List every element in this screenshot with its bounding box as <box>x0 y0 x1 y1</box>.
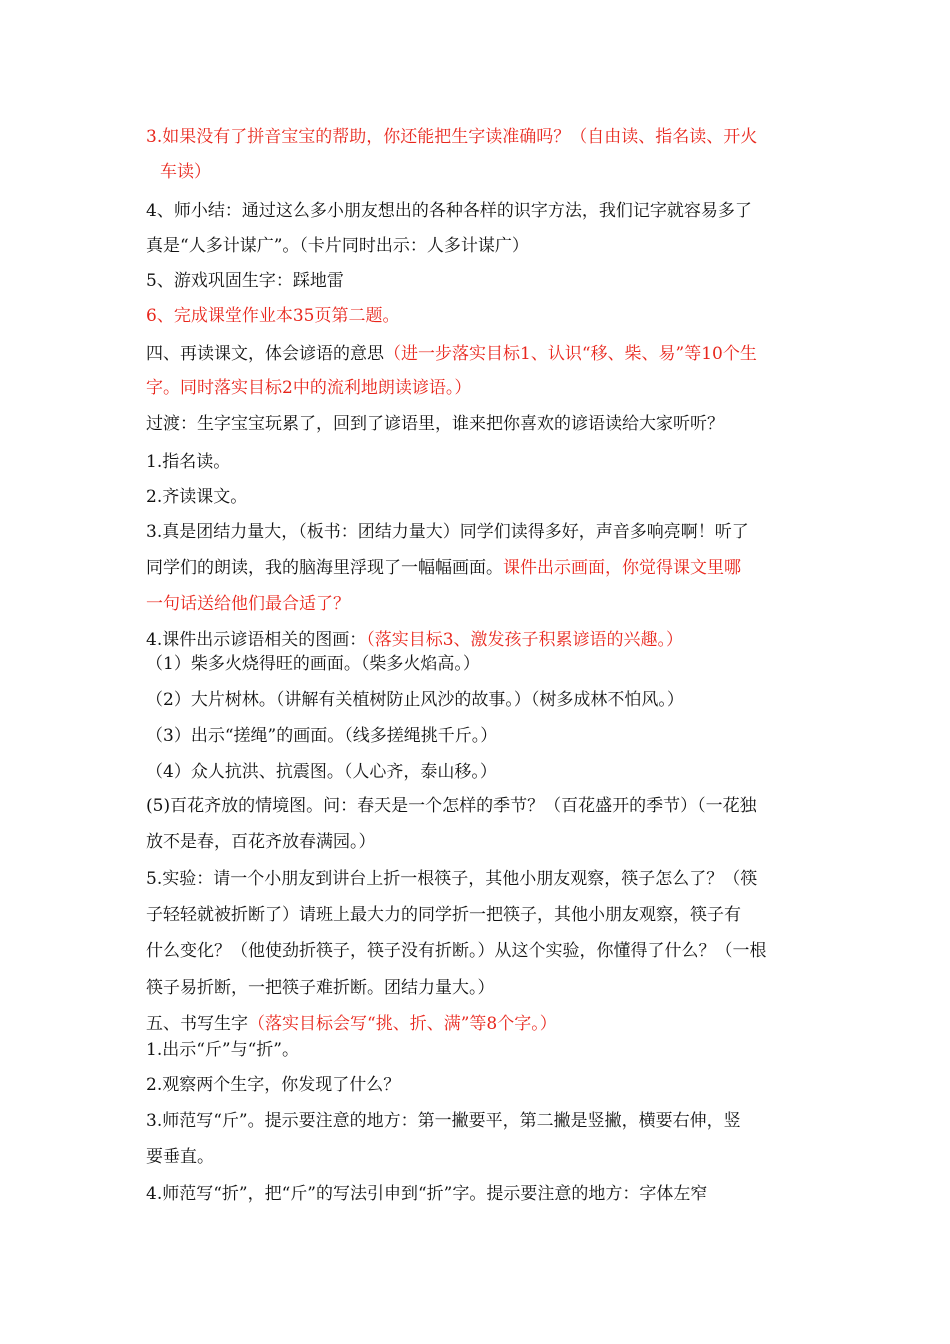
text-line <box>146 1146 214 1168</box>
body-text: 同学们的朗读，我的脑海里浮现了一幅幅画面。 <box>146 558 503 578</box>
body-text: 要垂直。 <box>146 1147 214 1167</box>
body-text: 4.师范写“折”，把“斤”的写法引申到“折”字。提示要注意的地方：字体左窄 <box>146 1184 708 1204</box>
body-text: （3）出示“搓绳”的画面。（线多搓绳挑千斤。） <box>146 726 498 746</box>
highlighted-text: 一句话送给他们最合适了？ <box>146 594 350 614</box>
text-line <box>146 795 757 817</box>
text-line <box>146 725 497 747</box>
highlighted-text: （落实目标3、激发孩子积累谚语的兴趣。） <box>366 630 684 650</box>
text-line <box>146 653 480 675</box>
highlighted-text: 6、完成课堂作业本35页第二题。 <box>146 306 400 326</box>
text-line <box>146 270 344 292</box>
text-line <box>146 977 495 999</box>
body-text: （4）众人抗洪、抗震图。（人心齐，泰山移。） <box>146 762 497 782</box>
text-line <box>146 761 497 783</box>
text-line <box>146 305 399 327</box>
body-text: 2.齐读课文。 <box>146 487 248 507</box>
body-text: 放不是春，百花齐放春满园。） <box>146 832 376 852</box>
highlighted-text: 课件出示画面，你觉得课文里哪 <box>503 558 741 578</box>
body-text: 3.师范写“斤”。提示要注意的地方：第一撇要平，第二撇是竖撇，横要右伸，竖 <box>146 1111 741 1131</box>
body-text: 什么变化？（他使劲折筷子，筷子没有折断。）从这个实验，你懂得了什么？（一根 <box>146 941 767 961</box>
body-text: 5.实验：请一个小朋友到讲台上折一根筷子，其他小朋友观察，筷子怎么了？（筷 <box>146 869 758 889</box>
body-text: (5)百花齐放的情境图。问：春天是一个怎样的季节？（百花盛开的季节）（一花独 <box>146 796 757 816</box>
body-text: 2.观察两个生字，你发现了什么？ <box>146 1075 401 1095</box>
text-line <box>146 1039 299 1061</box>
text-line <box>146 1183 707 1205</box>
text-line <box>146 593 350 615</box>
text-line <box>146 831 376 853</box>
text-line <box>146 126 757 148</box>
body-text: 子轻轻就被折断了）请班上最大力的同学折一把筷子，其他小朋友观察，筷子有 <box>146 905 741 925</box>
highlighted-text: （落实目标会写“挑、折、满”等8个字。） <box>248 1014 557 1034</box>
body-text: （1）柴多火烧得旺的画面。（柴多火焰高。） <box>146 654 480 674</box>
text-line <box>146 1013 557 1035</box>
text-line <box>146 343 757 365</box>
body-text: 4.课件出示谚语相关的图画： <box>146 630 367 650</box>
highlighted-text: 车读） <box>160 162 211 182</box>
text-line <box>160 161 211 183</box>
text-line <box>146 1074 400 1096</box>
text-line <box>146 689 684 711</box>
text-line <box>146 235 529 257</box>
body-text: （2）大片树林。（讲解有关植树防止风沙的故事。）（树多成林不怕风。） <box>146 690 684 710</box>
text-line <box>146 200 752 222</box>
body-text: 3.真是团结力量大，（板书：团结力量大）同学们读得多好，声音多响亮啊！听了 <box>146 522 749 542</box>
text-line <box>146 1110 741 1132</box>
text-line <box>146 868 757 890</box>
body-text: 五、书写生字 <box>146 1014 248 1034</box>
body-text: 真是“人多计谋广”。（卡片同时出示：人多计谋广） <box>146 236 529 256</box>
text-line <box>146 377 471 399</box>
text-line <box>146 940 767 962</box>
body-text: 4、师小结：通过这么多小朋友想出的各种各样的识字方法，我们记字就容易多了 <box>146 201 752 221</box>
highlighted-text: 3.如果没有了拼音宝宝的帮助，你还能把生字读准确吗？（自由读、指名读、开火 <box>146 127 758 147</box>
text-line <box>146 904 741 926</box>
body-text: 过渡：生字宝宝玩累了，回到了谚语里，谁来把你喜欢的谚语读给大家听听？ <box>146 414 724 434</box>
text-line <box>146 486 247 508</box>
highlighted-text: （进一步落实目标1、认识“移、柴、易”等10个生 <box>384 344 757 364</box>
body-text: 1.指名读。 <box>146 452 231 472</box>
highlighted-text: 字。同时落实目标2中的流利地朗读谚语。） <box>146 378 472 398</box>
text-line <box>146 413 724 435</box>
text-line <box>146 557 741 579</box>
text-line <box>146 629 683 651</box>
text-line <box>146 451 230 473</box>
body-text: 1.出示“斤”与“折”。 <box>146 1040 299 1060</box>
text-line <box>146 521 749 543</box>
body-text: 5、游戏巩固生字：踩地雷 <box>146 271 344 291</box>
body-text: 四、再读课文，体会谚语的意思 <box>146 344 384 364</box>
body-text: 筷子易折断，一把筷子难折断。团结力量大。） <box>146 978 495 998</box>
